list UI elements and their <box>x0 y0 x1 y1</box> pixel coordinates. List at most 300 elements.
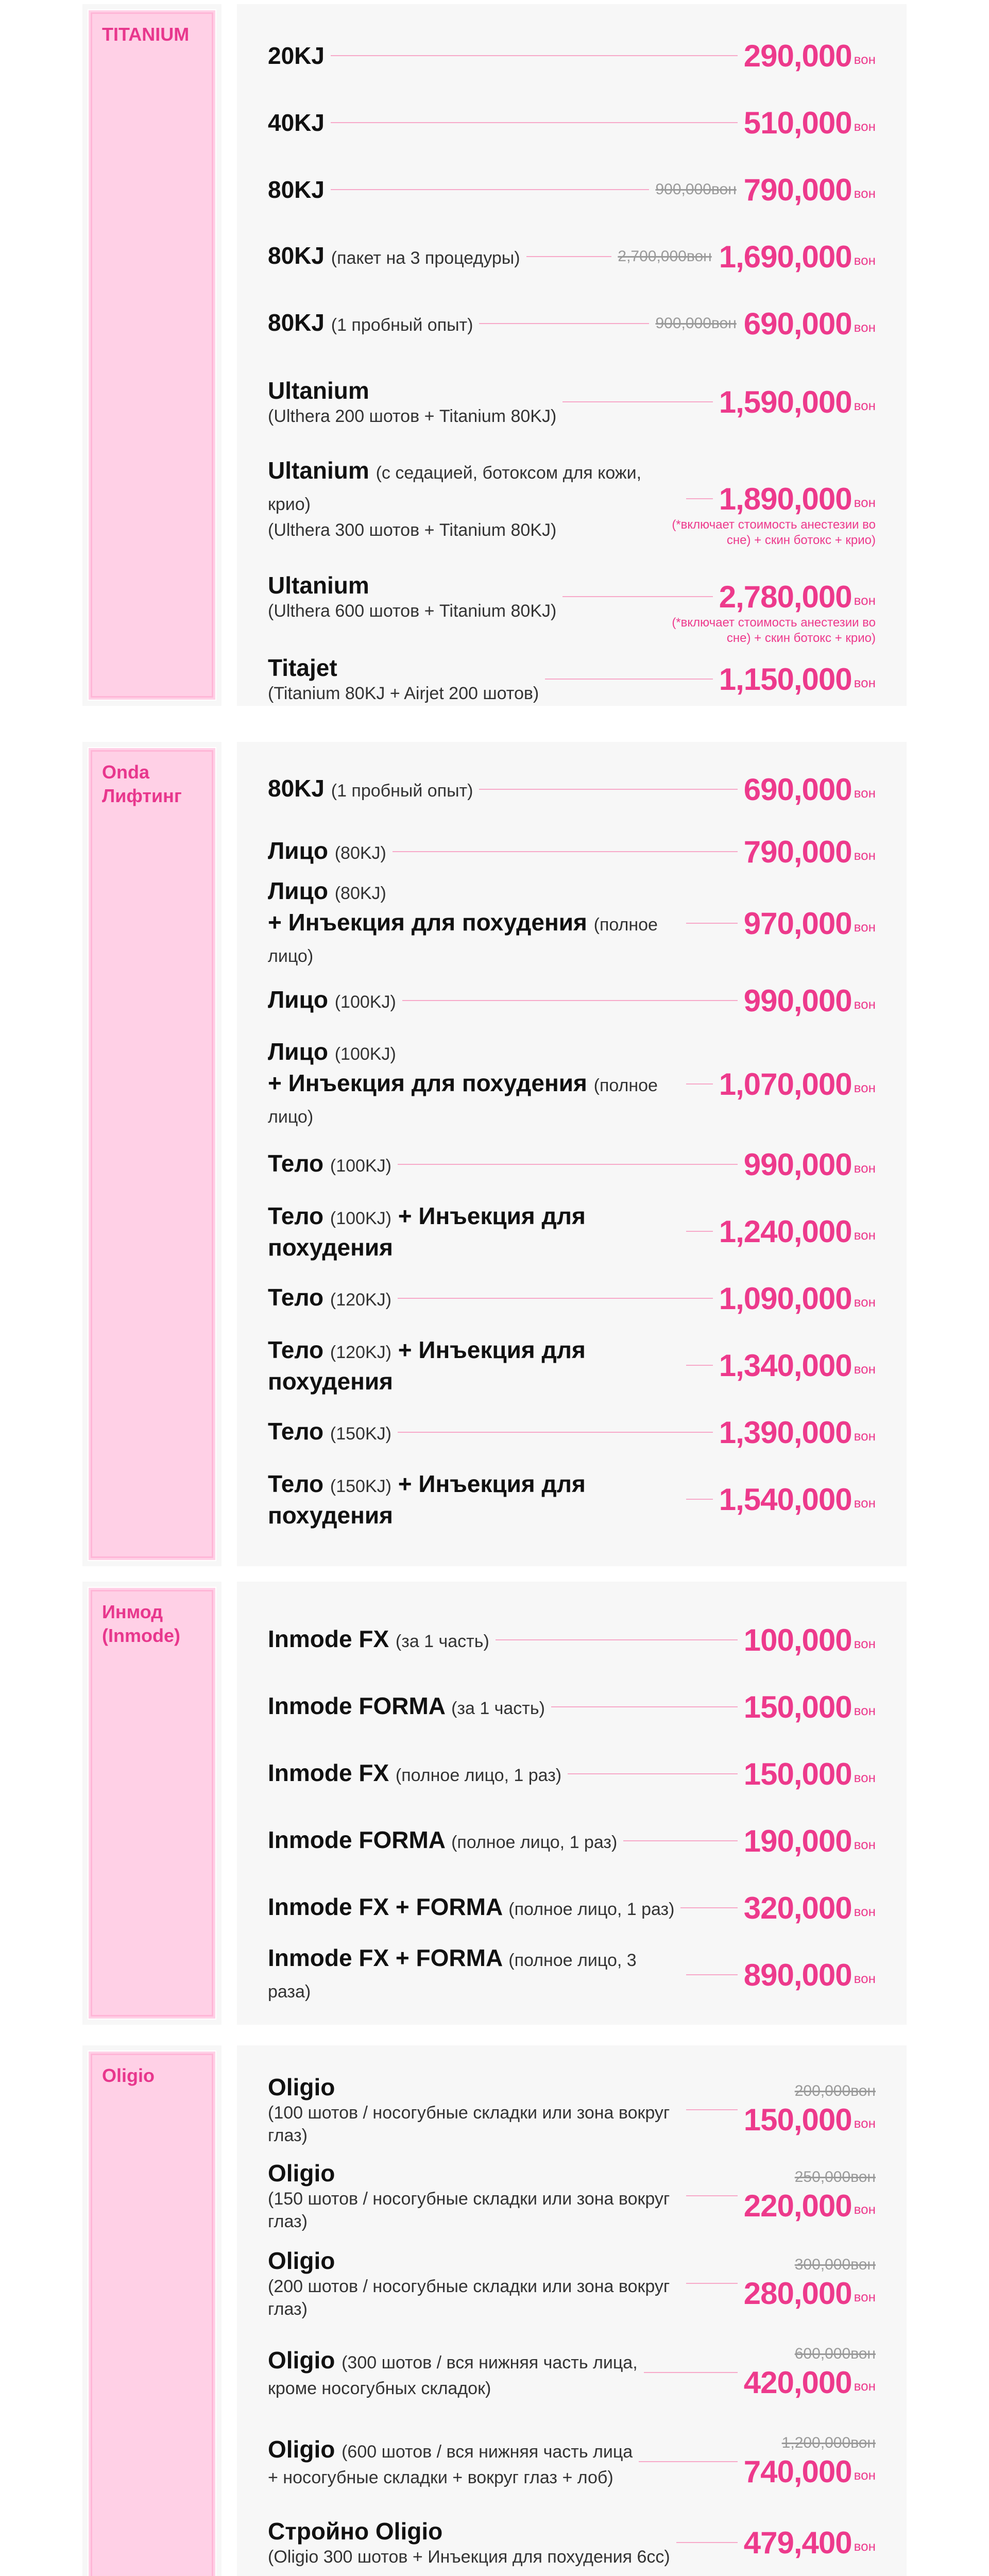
leader-line <box>680 1907 737 1908</box>
service-addon: + Инъекция для похудения <box>268 1202 586 1261</box>
leader-line <box>686 2195 738 2196</box>
service-detail: (Titanium 80KJ + Airjet 200 шотов) <box>268 684 539 703</box>
service-detail: (150KJ) <box>330 1423 391 1444</box>
category-panel <box>82 1582 221 2025</box>
service-name: Тело <box>268 1470 324 1497</box>
service-detail: кроме носогубных складок) <box>268 2378 491 2398</box>
service-addon: + Инъекция для похудения <box>268 1470 586 1529</box>
price-block <box>719 384 876 420</box>
service-detail: (120KJ) <box>330 1290 391 1310</box>
price-block <box>744 2434 876 2489</box>
service-name: 80KJ <box>268 176 325 203</box>
price-row <box>268 2247 876 2319</box>
leader-line <box>402 1000 738 1001</box>
service-detail: (за 1 часть) <box>451 1698 545 1718</box>
price-block <box>719 1482 876 1517</box>
leader-line <box>686 1365 713 1366</box>
service-label <box>268 2346 638 2400</box>
price-row <box>268 1609 876 1671</box>
price-value: 190,000 <box>743 1823 852 1858</box>
service-name: Лицо <box>268 1038 328 1065</box>
currency-unit: вон <box>854 1836 876 1852</box>
currency-unit: вон <box>854 2115 876 2131</box>
category-label-box <box>88 2050 216 2576</box>
currency-unit: вон <box>854 1160 876 1176</box>
service-name: 80KJ <box>268 774 325 802</box>
price-value: 280,000 <box>743 2276 852 2311</box>
service-name: Тело <box>268 1149 324 1177</box>
currency-unit: вон <box>854 1495 876 1511</box>
category-panel <box>82 742 221 1566</box>
price-block <box>744 2345 876 2400</box>
price-value: 2,780,000 <box>719 579 852 614</box>
price-value: 1,090,000 <box>719 1281 852 1316</box>
price-row <box>268 566 876 645</box>
price-value: 1,690,000 <box>719 239 852 274</box>
price-block <box>744 772 876 807</box>
service-label <box>268 376 556 428</box>
service-addon: + Инъекция для похудения <box>268 908 587 936</box>
price-block <box>744 834 876 870</box>
price-block <box>744 38 876 74</box>
price-block <box>744 1147 876 1182</box>
currency-unit: вон <box>854 1079 876 1095</box>
service-detail: (600 шотов / вся нижняя часть лица <box>342 2442 633 2462</box>
currency-unit: вон <box>854 2289 876 2304</box>
price-row <box>268 1468 876 1530</box>
service-detail: (Oligio 300 шотов + Инъекция для похудения 6cc) <box>268 2547 670 2567</box>
currency-unit: вон <box>854 2378 876 2394</box>
leader-line <box>562 401 712 402</box>
service-label <box>268 985 396 1016</box>
service-name: Тело <box>268 1283 324 1311</box>
leader-line <box>479 789 737 790</box>
service-label <box>268 571 556 622</box>
service-label <box>268 456 680 541</box>
price-block <box>719 1281 876 1316</box>
service-name: Inmode FX + FORMA <box>268 1944 502 1971</box>
currency-unit: вон <box>854 2467 876 2483</box>
service-detail: (Ulthera 300 шотов + Titanium 80KJ) <box>268 520 557 540</box>
price-note: (*включает стоимость анестезии во сне) + скин ботокс + крио) <box>672 517 876 547</box>
leader-line <box>644 2372 738 2373</box>
price-value: 890,000 <box>743 1957 852 1992</box>
price-items <box>237 742 907 1566</box>
service-detail: (100KJ) <box>334 1044 396 1064</box>
service-label <box>268 1691 545 1723</box>
price-line <box>744 2365 876 2400</box>
price-row <box>268 821 876 883</box>
price-block <box>719 1214 876 1249</box>
service-name: Тело <box>268 1336 324 1363</box>
leader-line <box>639 2461 738 2462</box>
service-name: 80KJ <box>268 242 325 269</box>
price-row <box>268 2431 876 2493</box>
price-value: 1,540,000 <box>719 1482 852 1517</box>
price-block <box>719 662 876 697</box>
price-stack <box>744 2082 876 2138</box>
price-row <box>268 758 876 820</box>
price-value: 970,000 <box>743 906 852 941</box>
price-value: 1,150,000 <box>719 662 852 697</box>
service-name: 80KJ <box>268 309 325 336</box>
service-detail: (80KJ) <box>334 843 386 863</box>
price-row <box>268 2512 876 2573</box>
price-block <box>672 579 876 645</box>
price-block <box>744 2256 876 2311</box>
price-row <box>268 1267 876 1329</box>
category-name: Oligio <box>102 2065 155 2086</box>
old-price: 300,000вон <box>794 2256 876 2273</box>
currency-unit: вон <box>854 118 876 134</box>
category-name: TITANIUM <box>102 24 190 45</box>
old-price: 900,000вон <box>655 181 737 198</box>
price-block <box>744 1689 876 1725</box>
service-name: Ultanium <box>268 572 369 599</box>
price-block <box>744 1890 876 1926</box>
price-items <box>237 1582 907 2025</box>
price-block <box>744 105 876 141</box>
price-value: 420,000 <box>743 2365 852 2400</box>
service-name: Oligio <box>268 2247 335 2274</box>
service-detail: (Ulthera 600 шотов + Titanium 80KJ) <box>268 601 557 621</box>
service-label <box>268 108 325 137</box>
price-section <box>82 4 907 706</box>
leader-line <box>398 1298 713 1299</box>
currency-unit: вон <box>854 592 876 608</box>
price-block <box>719 1348 876 1383</box>
service-label <box>268 876 680 971</box>
service-detail: (с седацией, ботоксом для кожи, крио) <box>268 463 642 514</box>
leader-line <box>331 55 738 56</box>
leader-line <box>551 1706 738 1707</box>
leader-line <box>568 1773 738 1774</box>
price-section <box>82 2045 907 2576</box>
service-label <box>268 2517 670 2568</box>
service-label <box>268 1149 391 1180</box>
service-detail: (полное лицо) <box>268 1075 658 1127</box>
price-row <box>268 1676 876 1738</box>
service-detail: (за 1 часть) <box>395 1631 489 1651</box>
service-label <box>268 1201 680 1262</box>
service-label <box>268 2246 680 2320</box>
category-label-box <box>88 747 216 1561</box>
price-row <box>268 2160 876 2231</box>
currency-unit: вон <box>854 1294 876 1310</box>
old-price: 200,000вон <box>794 2082 876 2099</box>
price-value: 690,000 <box>743 772 852 807</box>
price-stack <box>744 2434 876 2489</box>
price-value: 1,590,000 <box>719 384 852 419</box>
currency-unit: вон <box>854 1970 876 1986</box>
service-detail: (пакет на 3 процедуры) <box>331 248 520 268</box>
price-items <box>237 4 907 706</box>
leader-line <box>526 256 612 257</box>
service-label <box>268 1335 680 1396</box>
price-value: 479,400 <box>743 2525 852 2560</box>
leader-line <box>545 679 712 680</box>
service-line2 <box>268 908 680 971</box>
price-row <box>268 1877 876 1939</box>
service-label <box>268 836 386 868</box>
old-price: 2,700,000вон <box>618 248 712 265</box>
service-label <box>268 1283 391 1314</box>
price-value: 220,000 <box>743 2188 852 2223</box>
service-name: Inmode FX <box>268 1759 389 1786</box>
price-block <box>744 983 876 1019</box>
leader-line <box>398 1432 713 1433</box>
service-detail: (100KJ) <box>330 1156 391 1176</box>
price-block <box>744 1957 876 1993</box>
price-row <box>268 1810 876 1872</box>
price-value: 990,000 <box>743 1147 852 1182</box>
price-row <box>268 1200 876 1262</box>
price-block <box>655 172 876 208</box>
currency-unit: вон <box>854 2201 876 2217</box>
service-name: Inmode FX <box>268 1625 389 1652</box>
service-addon: + Инъекция для похудения <box>268 1336 586 1395</box>
service-line2 <box>268 1069 680 1131</box>
service-detail: (200 шотов / носогубные складки или зона вокруг глаз) <box>268 2277 670 2319</box>
price-row <box>268 877 876 966</box>
leader-line <box>393 851 738 852</box>
price-row <box>268 970 876 1031</box>
service-name: Inmode FX + FORMA <box>268 1893 502 1920</box>
price-block <box>744 1823 876 1859</box>
service-name: Ultanium <box>268 457 369 484</box>
leader-line <box>623 1840 738 1841</box>
price-row <box>268 1133 876 1195</box>
service-detail: (полное лицо, 1 раз) <box>451 1832 618 1852</box>
service-detail: (полное лицо, 3 раза) <box>268 1951 637 2002</box>
price-note: (*включает стоимость анестезии во сне) + скин ботокс + крио) <box>672 615 876 645</box>
price-value: 790,000 <box>743 834 852 869</box>
service-detail: (100 шотов / носогубные складки или зона вокруг глаз) <box>268 2103 670 2145</box>
old-price: 250,000вон <box>794 2168 876 2185</box>
service-detail: (полное лицо) <box>268 914 658 966</box>
service-label <box>268 653 539 705</box>
leader-line <box>479 323 649 324</box>
currency-unit: вон <box>854 319 876 335</box>
service-label <box>268 2159 680 2233</box>
currency-unit: вон <box>854 397 876 413</box>
price-block <box>744 2525 876 2561</box>
category-label-box <box>88 9 216 701</box>
category-panel <box>82 2045 221 2576</box>
price-value: 510,000 <box>743 105 852 140</box>
price-block <box>744 2082 876 2138</box>
price-items <box>237 2045 907 2576</box>
currency-unit: вон <box>854 674 876 690</box>
leader-line <box>686 1083 713 1084</box>
price-block <box>719 1066 876 1102</box>
price-row <box>268 2342 876 2403</box>
price-stack <box>744 2256 876 2311</box>
service-label <box>268 1892 674 1924</box>
currency-unit: вон <box>854 1903 876 1919</box>
currency-unit: вон <box>854 252 876 268</box>
service-name: 20KJ <box>268 42 325 69</box>
service-name: Ultanium <box>268 377 369 404</box>
old-price: 1,200,000вон <box>781 2434 876 2451</box>
service-detail: (100KJ) <box>330 1208 391 1228</box>
price-block <box>719 1415 876 1450</box>
price-value: 690,000 <box>743 306 852 341</box>
price-block <box>744 906 876 941</box>
leader-line <box>562 596 712 597</box>
category-name: Onda Лифтинг <box>102 761 182 806</box>
price-block <box>672 481 876 547</box>
price-row <box>268 25 876 87</box>
service-detail: (Ulthera 200 шотов + Titanium 80KJ) <box>268 406 557 426</box>
leader-line <box>686 1231 713 1232</box>
price-block <box>744 2168 876 2224</box>
currency-unit: вон <box>854 1227 876 1243</box>
service-detail: (300 шотов / вся нижняя часть лица, <box>342 2352 638 2372</box>
price-row <box>268 159 876 221</box>
service-name: Тело <box>268 1202 324 1229</box>
currency-unit: вон <box>854 1635 876 1651</box>
price-value: 1,390,000 <box>719 1415 852 1450</box>
price-value: 990,000 <box>743 983 852 1018</box>
category-label-box <box>88 1587 216 2020</box>
service-detail: (1 пробный опыт) <box>331 781 473 801</box>
leader-line <box>331 122 738 123</box>
price-value: 1,240,000 <box>719 1214 852 1249</box>
leader-line <box>686 1974 738 1975</box>
price-row <box>268 293 876 354</box>
price-value: 740,000 <box>743 2454 852 2489</box>
service-detail: + носогубные складки + вокруг глаз + лоб) <box>268 2467 613 2487</box>
service-label <box>268 1758 561 1790</box>
price-value: 320,000 <box>743 1890 852 1925</box>
leader-line <box>676 2542 738 2543</box>
service-name: Inmode FORMA <box>268 1692 445 1719</box>
price-value: 150,000 <box>743 2102 852 2137</box>
price-row <box>268 1038 876 1127</box>
service-detail: (120KJ) <box>330 1342 391 1362</box>
price-value: 150,000 <box>743 1756 852 1791</box>
service-label <box>268 175 325 204</box>
currency-unit: вон <box>854 785 876 801</box>
service-label <box>268 241 520 273</box>
service-detail: (150 шотов / носогубные складки или зона вокруг глаз) <box>268 2189 670 2231</box>
price-value: 150,000 <box>743 1689 852 1724</box>
service-name: Oligio <box>268 2346 335 2374</box>
price-block <box>655 306 876 342</box>
currency-unit: вон <box>854 1769 876 1785</box>
currency-unit: вон <box>854 185 876 201</box>
currency-unit: вон <box>854 996 876 1012</box>
leader-line <box>686 923 738 924</box>
price-value: 790,000 <box>743 172 852 207</box>
service-name: Стройно Oligio <box>268 2518 443 2545</box>
service-label <box>268 1624 489 1656</box>
service-label <box>268 2073 680 2147</box>
price-stack <box>744 2345 876 2400</box>
currency-unit: вон <box>854 51 876 67</box>
category-panel <box>82 4 221 706</box>
price-block <box>744 1756 876 1792</box>
price-line <box>744 2188 876 2224</box>
price-line <box>744 2454 876 2489</box>
price-row <box>268 2074 876 2145</box>
service-label <box>268 1943 680 2006</box>
service-label <box>268 1037 680 1131</box>
price-value: 1,070,000 <box>719 1066 852 1101</box>
service-detail: (80KJ) <box>334 883 386 903</box>
old-price: 900,000вон <box>655 315 737 332</box>
leader-line <box>686 498 713 499</box>
service-addon: + Инъекция для похудения <box>268 1069 587 1096</box>
price-row <box>268 226 876 287</box>
service-detail: (полное лицо, 1 раз) <box>508 1899 675 1919</box>
price-row <box>268 1743 876 1805</box>
service-name: Oligio <box>268 2435 335 2463</box>
currency-unit: вон <box>854 1428 876 1444</box>
currency-unit: вон <box>854 1361 876 1377</box>
service-label <box>268 2435 633 2489</box>
service-label <box>268 1469 680 1530</box>
price-row <box>268 1401 876 1463</box>
service-detail: (100KJ) <box>334 992 396 1012</box>
service-name: Inmode FORMA <box>268 1826 445 1853</box>
old-price: 600,000вон <box>794 2345 876 2362</box>
service-name: Oligio <box>268 2074 335 2100</box>
price-row <box>268 371 876 433</box>
service-detail: (полное лицо, 1 раз) <box>395 1765 562 1785</box>
service-name: Titajet <box>268 654 337 681</box>
price-value: 100,000 <box>743 1622 852 1657</box>
service-name: Тело <box>268 1417 324 1445</box>
service-label <box>268 774 473 805</box>
category-name: Инмод (Inmode) <box>102 1601 180 1646</box>
service-detail: (150KJ) <box>330 1476 391 1496</box>
service-name: Лицо <box>268 986 328 1013</box>
price-block <box>618 239 876 275</box>
price-line <box>744 2102 876 2138</box>
currency-unit: вон <box>854 847 876 863</box>
price-stack <box>744 2168 876 2224</box>
price-value: 290,000 <box>743 38 852 73</box>
service-name: Oligio <box>268 2160 335 2187</box>
service-name: Лицо <box>268 877 328 904</box>
price-row <box>268 648 876 710</box>
service-detail: (1 пробный опыт) <box>331 315 473 335</box>
service-label <box>268 41 325 70</box>
price-row <box>268 92 876 154</box>
currency-unit: вон <box>854 2538 876 2554</box>
leader-line <box>398 1164 738 1165</box>
price-value: 1,890,000 <box>719 481 852 516</box>
price-block <box>744 1622 876 1658</box>
price-row <box>268 1334 876 1396</box>
currency-unit: вон <box>854 494 876 510</box>
service-label <box>268 1417 391 1448</box>
leader-line <box>331 189 650 190</box>
service-label <box>268 1825 617 1857</box>
price-row <box>268 457 876 547</box>
price-line <box>744 2276 876 2311</box>
price-section <box>82 742 907 1566</box>
service-name: 40KJ <box>268 109 325 136</box>
currency-unit: вон <box>854 1702 876 1718</box>
price-value: 1,340,000 <box>719 1348 852 1383</box>
service-name: Лицо <box>268 837 328 864</box>
leader-line <box>686 1499 713 1500</box>
leader-line <box>686 2109 738 2110</box>
service-label <box>268 308 473 340</box>
